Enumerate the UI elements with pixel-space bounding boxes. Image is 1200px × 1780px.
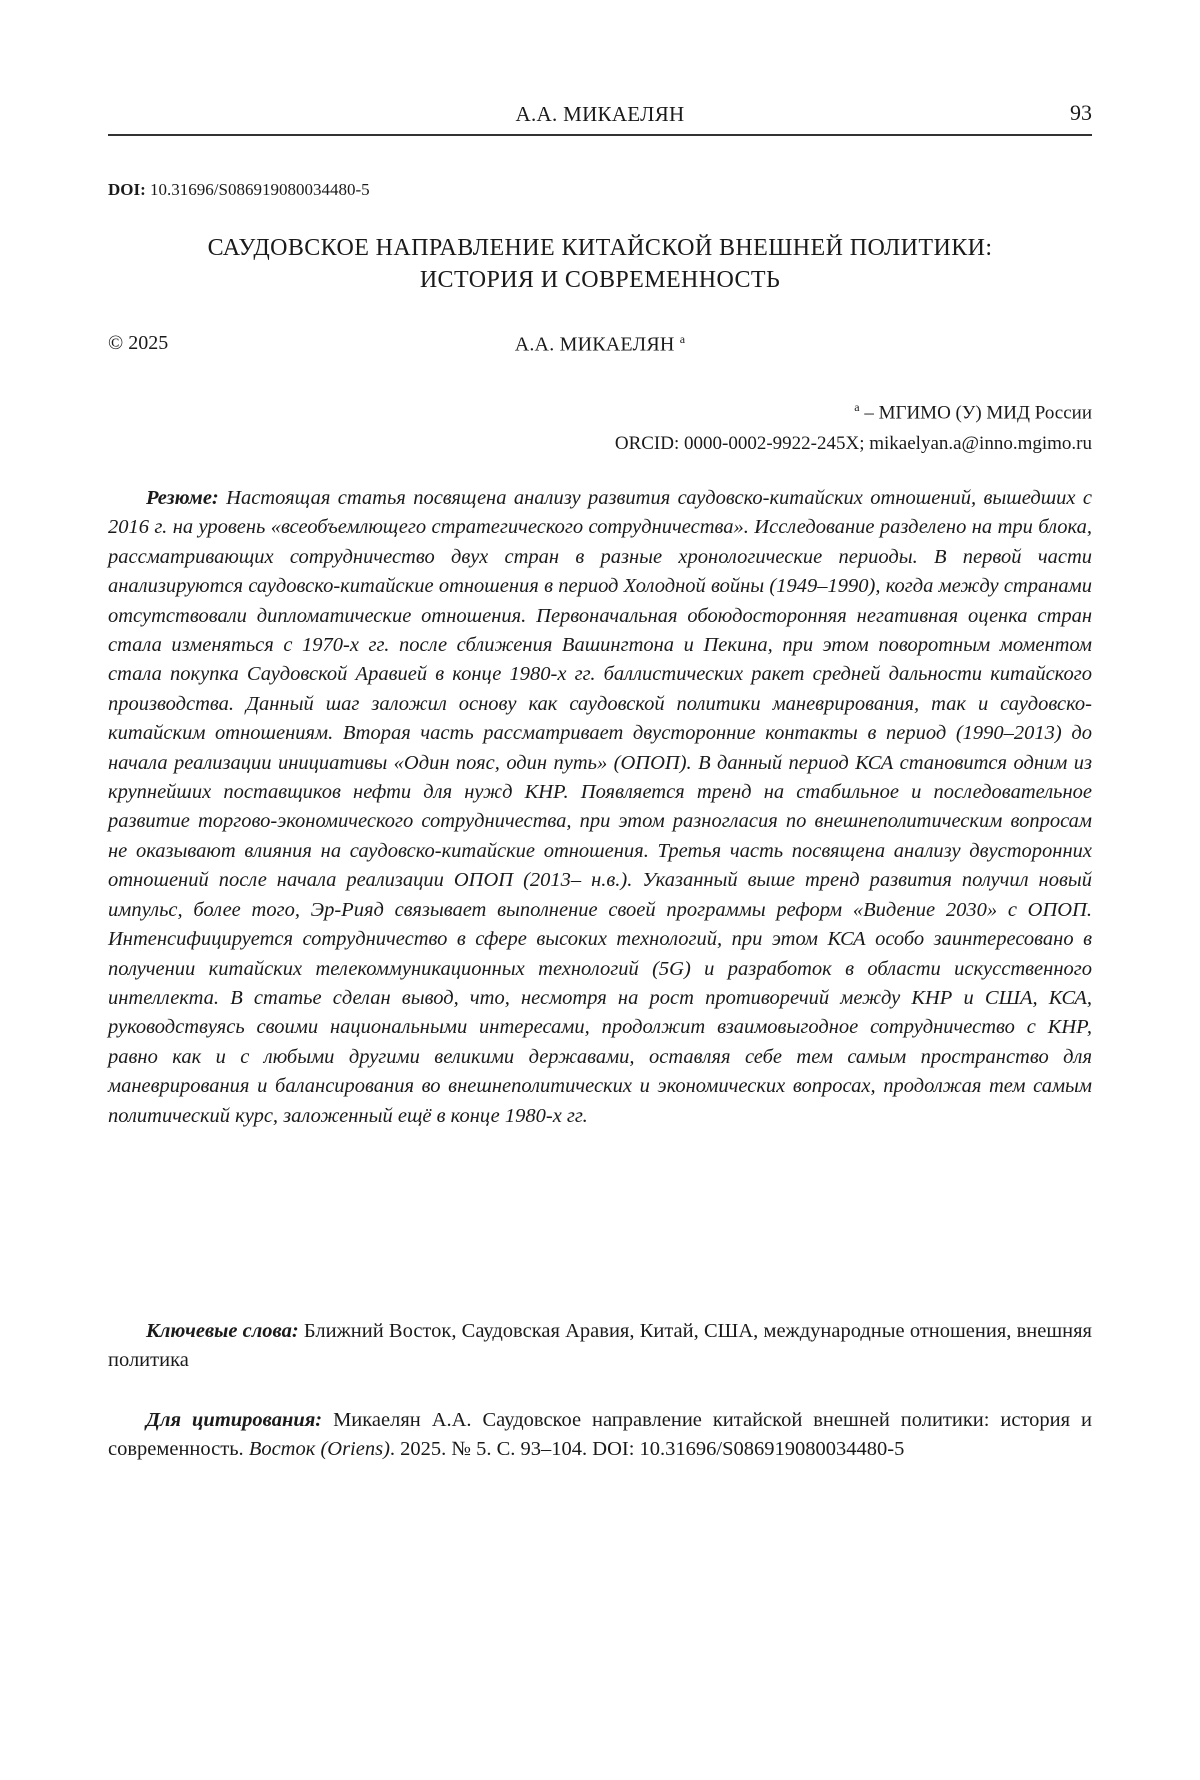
doi-value: 10.31696/S086919080034480-5 <box>150 180 370 199</box>
author-marker: a <box>679 332 686 346</box>
author-line <box>108 332 1092 357</box>
abstract-label: Резюме: <box>146 487 219 509</box>
author-name: А.А. МИКАЕЛЯН <box>514 333 675 356</box>
abstract <box>108 484 1092 1131</box>
abstract-text: Настоящая статья посвящена анализу развития саудовско-китайских отношений, вышедших с 2016 г. на уровень «всеобъемлющего стратегического сотрудничества». Исследование разделено на три блока, рассматривающих сотрудничество двух стран в разные хронологические периоды. В первой части анализируются саудовско-китайские отношения в период Холодной войны (1949–1990), когда между странами отсутствовали дипломатические отношения. Первоначальная обоюдосторонняя негативная оценка стран стала изменяться с 1970-х гг. после сближения Вашингтона и Пекина, при этом поворотным моментом стала покупка Саудовской Аравией в конце 1980-х гг. баллистических ракет средней дальности китайского производства. Данный шаг заложил основу как саудовской политики маневрирования, так и саудовско-китайским отношениям. Вторая часть рассматривает двусторонние контакты в период (1990–2013) до начала реализации инициативы «Один пояс, один путь» (ОПОП). В данный период КСА становится одним из крупнейших поставщиков нефти для нужд КНР. Появляется тренд на стабильное и последовательное развитие торгово-экономического сотрудничества, при этом разногласия по внешнеполитическим вопросам не оказывают влияния на саудовско-китайские отношения. Третья часть посвящена анализу двусторонних отношений после начала реализации ОПОП (2013– н.в.). Указанный выше тренд развития получил новый импульс, более того, Эр-Рияд связывает выполнение своей программы реформ «Видение 2030» с ОПОП. Интенсифицируется сотрудничество в сфере высоких технологий, при этом КСА особо заинтересовано в получении китайских телекоммуникационных технологий (5G) и разработок в области искусственного интеллекта. В статье сделан вывод, что, несмотря на рост противоречий между КНР и США, КСА, руководствуясь своими национальными интересами, продолжит взаимовыгодное сотрудничество с КНР, равно как и с любыми другими великими державами, оставляя себе тем самым пространство для маневрирования и балансирования во внешнеполитических и экономических вопросах, продолжая тем самым политический курс, заложенный ещё в конце 1980-х гг. <box>108 487 1093 1127</box>
citation-label: Для цитирования: <box>146 1409 323 1431</box>
article-title <box>108 232 1092 296</box>
keywords-text: Ближний Восток, Саудовская Аравия, Китай, США, международные отношения, внешняя политика <box>108 1320 1092 1372</box>
citation-text-after: . 2025. № 5. С. 93–104. DOI: 10.31696/S086919080034480-5 <box>389 1438 905 1461</box>
keywords-label: Ключевые слова: <box>146 1320 299 1342</box>
doi-line <box>108 180 370 200</box>
keywords <box>108 1317 1092 1376</box>
running-header-author: А.А. МИКАЕЛЯН <box>515 102 685 126</box>
citation-journal: Восток (Oriens) <box>248 1438 390 1461</box>
affiliation <box>615 392 1092 459</box>
citation <box>108 1406 1092 1465</box>
affiliation-orcid: ORCID: 0000-0002-9922-245X; mikaelyan.a@inno.mgimo.ru <box>614 433 1092 455</box>
affiliation-marker: a <box>854 400 860 414</box>
article-title-line-2: ИСТОРИЯ И СОВРЕМЕННОСТЬ <box>419 267 781 293</box>
running-header <box>108 100 1092 136</box>
article-title-line-1: САУДОВСКОЕ НАПРАВЛЕНИЕ КИТАЙСКОЙ ВНЕШНЕЙ ПОЛИТИКИ: <box>207 235 993 261</box>
affiliation-institution-line <box>615 392 1092 428</box>
affiliation-institution: – МГИМО (У) МИД России <box>864 402 1092 424</box>
page-number: 93 <box>1070 100 1092 125</box>
citation-text: Микаелян А.А. Саудовское направление китайской внешней политики: история и современность. <box>108 1409 1093 1461</box>
copyright: © 2025 <box>108 332 169 354</box>
doi-label: DOI: <box>108 180 146 199</box>
